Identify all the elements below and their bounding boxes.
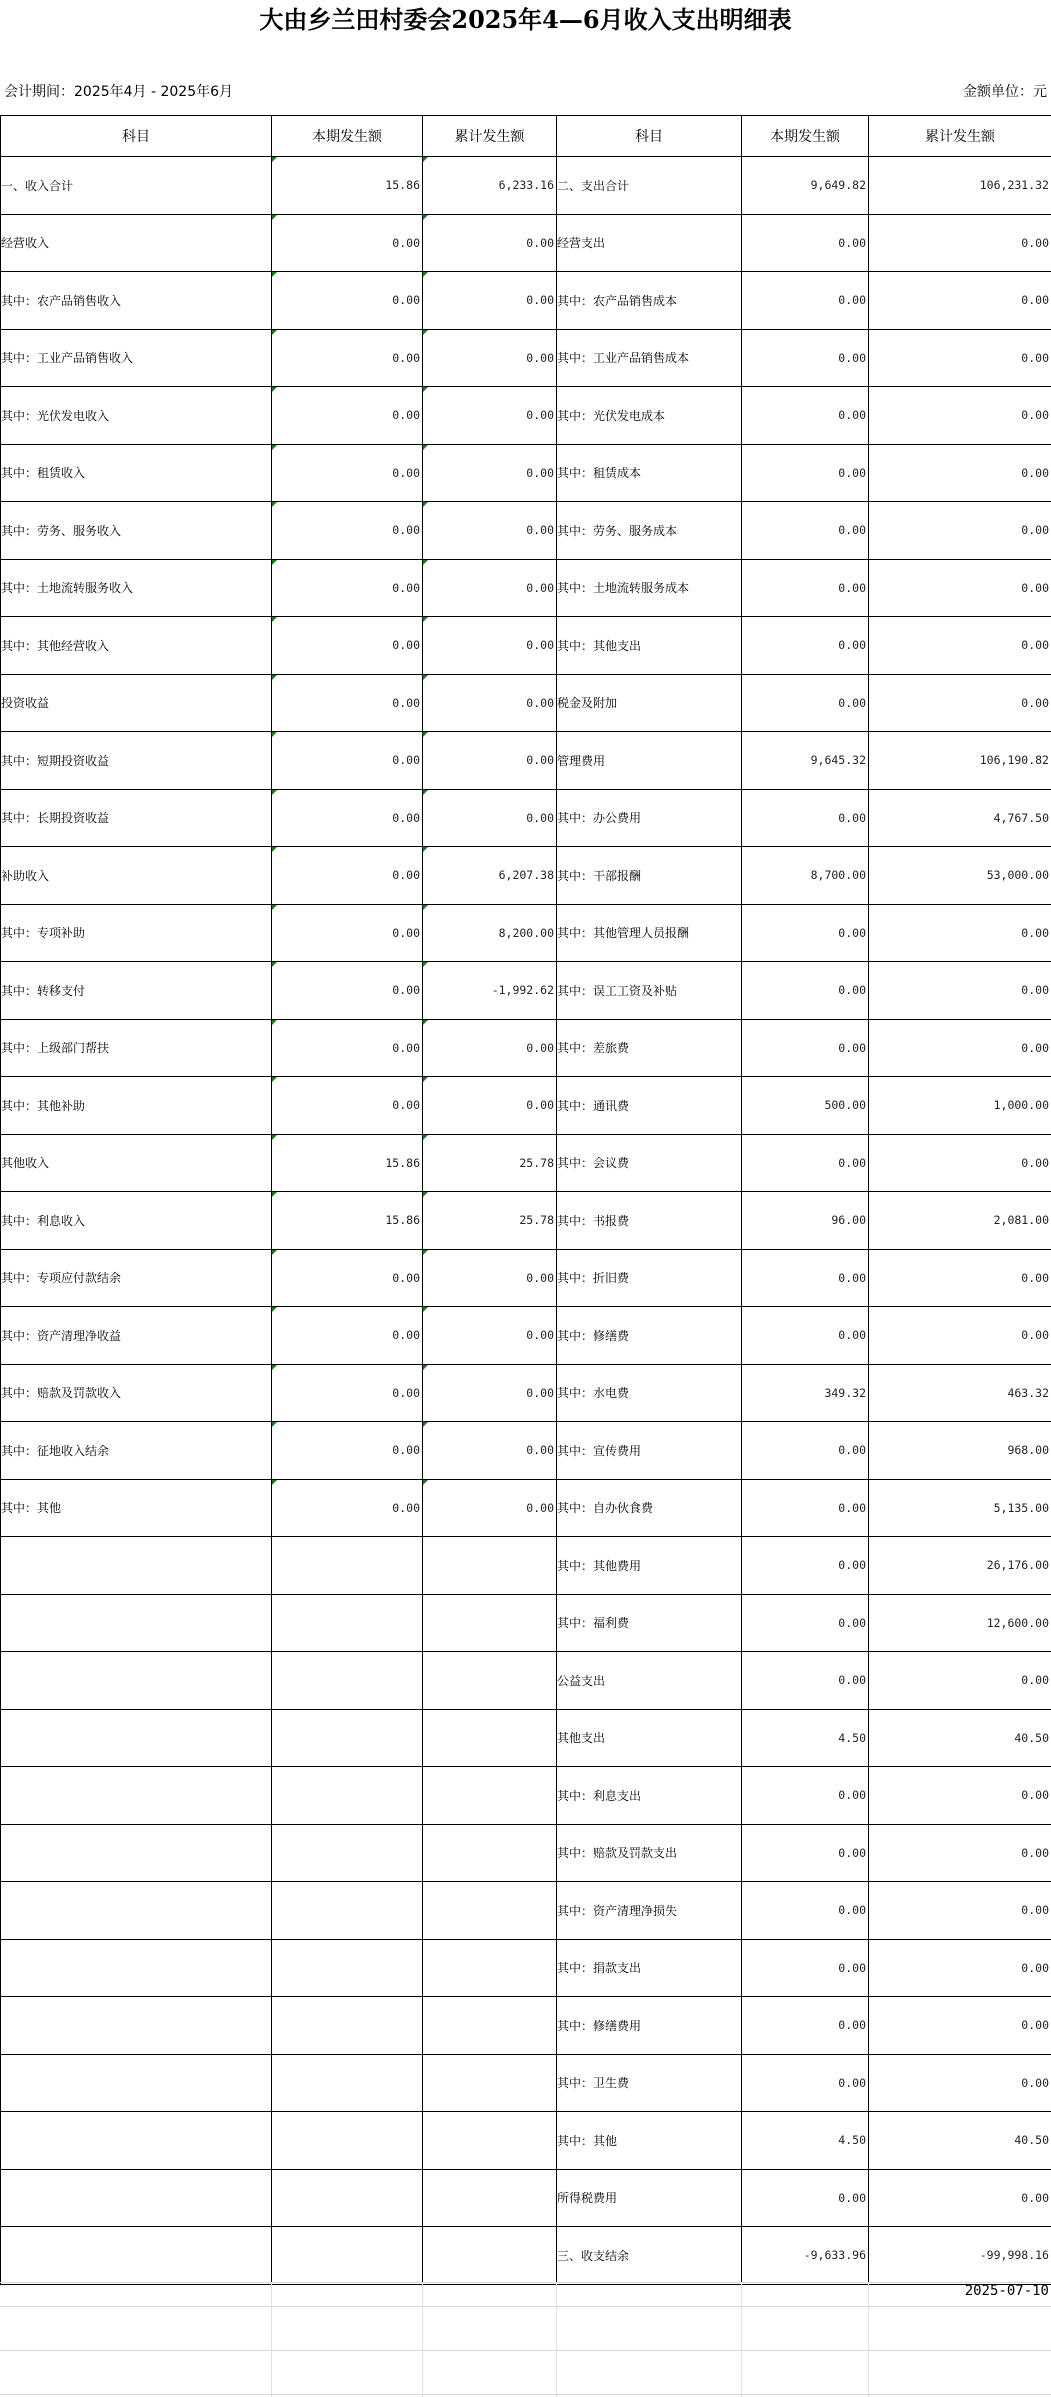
expense-cumulative-cell: 53,000.00 [869, 847, 1051, 905]
expense-current-cell: 500.00 [742, 1077, 869, 1135]
table-row [1, 1192, 1051, 1250]
expense-subject-cell: 其中：其他费用 [557, 1537, 742, 1595]
income-subject-cell [1, 1594, 272, 1652]
income-subject-cell: 其中：专项补助 [1, 904, 272, 962]
table-row [1, 789, 1051, 847]
income-cumulative-cell: 0.00 [423, 1249, 557, 1307]
income-subject-cell: 其中：上级部门帮扶 [1, 1019, 272, 1077]
footer-divider [0, 2306, 1051, 2307]
expense-current-cell: 0.00 [742, 1537, 869, 1595]
expense-subject-cell: 管理费用 [557, 732, 742, 790]
expense-current-cell: 0.00 [742, 2054, 869, 2112]
table-row [1, 272, 1051, 330]
income-cumulative-cell: 0.00 [423, 387, 557, 445]
expense-subject-cell: 其中：光伏发电成本 [557, 387, 742, 445]
income-cumulative-cell: 0.00 [423, 1307, 557, 1365]
table-row [1, 502, 1051, 560]
table-row [1, 1824, 1051, 1882]
income-current-cell: 0.00 [272, 559, 423, 617]
income-subject-cell: 投资收益 [1, 674, 272, 732]
expense-subject-cell: 其中：福利费 [557, 1594, 742, 1652]
expense-subject-cell: 其中：赔款及罚款支出 [557, 1824, 742, 1882]
income-subject-cell: 其中：其他经营收入 [1, 617, 272, 675]
expense-cumulative-cell: 106,190.82 [869, 732, 1051, 790]
expense-cumulative-cell: 26,176.00 [869, 1537, 1051, 1595]
table-row [1, 387, 1051, 445]
table-row [1, 904, 1051, 962]
income-cumulative-cell: 0.00 [423, 214, 557, 272]
income-current-cell [272, 2112, 423, 2170]
expense-current-cell: 0.00 [742, 617, 869, 675]
income-cumulative-cell: 0.00 [423, 559, 557, 617]
income-current-cell [272, 1709, 423, 1767]
expense-subject-cell: 其中：卫生费 [557, 2054, 742, 2112]
expense-current-cell: 96.00 [742, 1192, 869, 1250]
income-current-cell: 0.00 [272, 272, 423, 330]
income-current-cell: 0.00 [272, 1019, 423, 1077]
expense-current-cell: 0.00 [742, 1767, 869, 1825]
expense-cumulative-cell: 0.00 [869, 1307, 1051, 1365]
table-row [1, 847, 1051, 905]
expense-current-cell: 0.00 [742, 674, 869, 732]
expense-subject-cell: 其中：差旅费 [557, 1019, 742, 1077]
expense-subject-cell: 所得税费用 [557, 2169, 742, 2227]
expense-cumulative-cell: 0.00 [869, 444, 1051, 502]
income-current-cell: 15.86 [272, 1134, 423, 1192]
expense-current-cell: 0.00 [742, 1594, 869, 1652]
expense-subject-cell: 其中：书报费 [557, 1192, 742, 1250]
income-subject-cell [1, 2112, 272, 2170]
expense-cumulative-cell: 0.00 [869, 1249, 1051, 1307]
expense-current-cell: 0.00 [742, 1479, 869, 1537]
header-income-current: 本期发生额 [272, 116, 423, 157]
expense-subject-cell: 税金及附加 [557, 674, 742, 732]
income-current-cell: 0.00 [272, 214, 423, 272]
table-row [1, 2054, 1051, 2112]
income-subject-cell: 其中：专项应付款结余 [1, 1249, 272, 1307]
expense-current-cell: 4.50 [742, 2112, 869, 2170]
income-current-cell [272, 1882, 423, 1940]
income-cumulative-cell [423, 1594, 557, 1652]
income-current-cell: 0.00 [272, 387, 423, 445]
expense-current-cell: 0.00 [742, 962, 869, 1020]
income-subject-cell [1, 1767, 272, 1825]
expense-current-cell: 0.00 [742, 1134, 869, 1192]
expense-current-cell: 0.00 [742, 559, 869, 617]
income-subject-cell: 经营收入 [1, 214, 272, 272]
income-current-cell: 0.00 [272, 1249, 423, 1307]
table-body [1, 157, 1051, 2285]
income-cumulative-cell: 0.00 [423, 1077, 557, 1135]
expense-current-cell: 0.00 [742, 272, 869, 330]
expense-cumulative-cell: 0.00 [869, 2054, 1051, 2112]
expense-subject-cell: 其中：通讯费 [557, 1077, 742, 1135]
expense-cumulative-cell: 40.50 [869, 2112, 1051, 2170]
income-cumulative-cell: 6,207.38 [423, 847, 557, 905]
expense-subject-cell: 经营支出 [557, 214, 742, 272]
expense-cumulative-cell: 1,000.00 [869, 1077, 1051, 1135]
income-cumulative-cell [423, 1997, 557, 2055]
income-current-cell [272, 1767, 423, 1825]
expense-current-cell: 0.00 [742, 1824, 869, 1882]
table-row [1, 1479, 1051, 1537]
income-current-cell: 0.00 [272, 329, 423, 387]
income-subject-cell [1, 2227, 272, 2285]
income-current-cell [272, 1652, 423, 1710]
income-cumulative-cell: 0.00 [423, 444, 557, 502]
income-cumulative-cell: 0.00 [423, 617, 557, 675]
expense-cumulative-cell: 0.00 [869, 1019, 1051, 1077]
expense-current-cell: 0.00 [742, 1939, 869, 1997]
expense-subject-cell: 其中：其他 [557, 2112, 742, 2170]
expense-subject-cell: 其中：修缮费用 [557, 1997, 742, 2055]
table-row [1, 1364, 1051, 1422]
income-subject-cell: 其中：短期投资收益 [1, 732, 272, 790]
table-row [1, 617, 1051, 675]
expense-subject-cell: 其中：劳务、服务成本 [557, 502, 742, 560]
income-subject-cell: 补助收入 [1, 847, 272, 905]
income-current-cell [272, 1824, 423, 1882]
income-cumulative-cell: 25.78 [423, 1134, 557, 1192]
expense-cumulative-cell: 0.00 [869, 962, 1051, 1020]
table-row [1, 1249, 1051, 1307]
expense-current-cell: 349.32 [742, 1364, 869, 1422]
income-cumulative-cell: -1,992.62 [423, 962, 557, 1020]
header-expense-cumulative: 累计发生额 [869, 116, 1051, 157]
expense-subject-cell: 其中：干部报酬 [557, 847, 742, 905]
footer-divider [0, 2350, 1051, 2351]
expense-current-cell: 0.00 [742, 904, 869, 962]
table-row [1, 1134, 1051, 1192]
expense-cumulative-cell: 0.00 [869, 2169, 1051, 2227]
expense-subject-cell: 其中：误工工资及补贴 [557, 962, 742, 1020]
income-subject-cell: 其中：土地流转服务收入 [1, 559, 272, 617]
footer-divider [271, 2282, 272, 2397]
expense-current-cell: 0.00 [742, 1652, 869, 1710]
income-current-cell: 0.00 [272, 1077, 423, 1135]
income-subject-cell [1, 1537, 272, 1595]
expense-cumulative-cell: 0.00 [869, 1134, 1051, 1192]
income-subject-cell: 其中：光伏发电收入 [1, 387, 272, 445]
income-subject-cell: 其中：资产清理净收益 [1, 1307, 272, 1365]
expense-current-cell: 0.00 [742, 1882, 869, 1940]
expense-current-cell: 0.00 [742, 387, 869, 445]
table-row [1, 1997, 1051, 2055]
accounting-period: 会计期间：2025年4月 - 2025年6月 [4, 84, 234, 100]
expense-cumulative-cell: 0.00 [869, 329, 1051, 387]
expense-cumulative-cell: -99,998.16 [869, 2227, 1051, 2285]
income-current-cell: 0.00 [272, 904, 423, 962]
expense-subject-cell: 其中：农产品销售成本 [557, 272, 742, 330]
expense-subject-cell: 其中：资产清理净损失 [557, 1882, 742, 1940]
table-row [1, 329, 1051, 387]
table-row [1, 1767, 1051, 1825]
income-subject-cell [1, 1939, 272, 1997]
income-subject-cell: 其中：长期投资收益 [1, 789, 272, 847]
expense-subject-cell: 其中：租赁成本 [557, 444, 742, 502]
income-subject-cell [1, 1997, 272, 2055]
table-row [1, 1077, 1051, 1135]
income-current-cell: 0.00 [272, 1422, 423, 1480]
expense-subject-cell: 其中：利息支出 [557, 1767, 742, 1825]
expense-current-cell: 0.00 [742, 1249, 869, 1307]
income-subject-cell [1, 1652, 272, 1710]
expense-subject-cell: 其中：其他管理人员报酬 [557, 904, 742, 962]
expense-current-cell: 0.00 [742, 502, 869, 560]
income-current-cell: 0.00 [272, 732, 423, 790]
expense-current-cell: 0.00 [742, 1307, 869, 1365]
income-subject-cell: 其中：转移支付 [1, 962, 272, 1020]
income-subject-cell [1, 2054, 272, 2112]
footer-divider [741, 2282, 742, 2397]
footer-divider [868, 2282, 869, 2397]
income-cumulative-cell [423, 2054, 557, 2112]
expense-current-cell: 9,645.32 [742, 732, 869, 790]
expense-subject-cell: 其中：修缮费 [557, 1307, 742, 1365]
expense-cumulative-cell: 0.00 [869, 904, 1051, 962]
income-current-cell [272, 1537, 423, 1595]
income-subject-cell [1, 1709, 272, 1767]
income-subject-cell: 其中：其他 [1, 1479, 272, 1537]
table-row [1, 2169, 1051, 2227]
income-cumulative-cell: 0.00 [423, 732, 557, 790]
table-header-row [1, 116, 1051, 157]
expense-current-cell: 4.50 [742, 1709, 869, 1767]
table-row [1, 1709, 1051, 1767]
income-current-cell: 0.00 [272, 789, 423, 847]
expense-current-cell: 8,700.00 [742, 847, 869, 905]
expense-subject-cell: 其中：捐款支出 [557, 1939, 742, 1997]
table-row [1, 559, 1051, 617]
expense-subject-cell: 其中：工业产品销售成本 [557, 329, 742, 387]
footer-divider [556, 2282, 557, 2397]
income-cumulative-cell: 0.00 [423, 1479, 557, 1537]
income-subject-cell: 其中：利息收入 [1, 1192, 272, 1250]
expense-cumulative-cell: 0.00 [869, 1997, 1051, 2055]
expense-subject-cell: 其中：办公费用 [557, 789, 742, 847]
table-row [1, 1537, 1051, 1595]
income-expense-table [0, 115, 1051, 2285]
expense-current-cell: 0.00 [742, 1997, 869, 2055]
income-cumulative-cell [423, 1709, 557, 1767]
table-row [1, 214, 1051, 272]
income-subject-cell: 其中：工业产品销售收入 [1, 329, 272, 387]
income-current-cell: 0.00 [272, 617, 423, 675]
table-row [1, 444, 1051, 502]
income-current-cell: 15.86 [272, 157, 423, 215]
income-cumulative-cell: 0.00 [423, 329, 557, 387]
income-current-cell: 0.00 [272, 962, 423, 1020]
expense-subject-cell: 其中：土地流转服务成本 [557, 559, 742, 617]
table-row [1, 962, 1051, 1020]
expense-cumulative-cell: 0.00 [869, 1882, 1051, 1940]
income-current-cell: 0.00 [272, 847, 423, 905]
expense-subject-cell: 其中：折旧费 [557, 1249, 742, 1307]
table-row [1, 1882, 1051, 1940]
income-cumulative-cell: 0.00 [423, 1422, 557, 1480]
income-cumulative-cell [423, 1824, 557, 1882]
income-cumulative-cell: 0.00 [423, 789, 557, 847]
table-row [1, 2227, 1051, 2285]
income-current-cell [272, 1594, 423, 1652]
header-income-cumulative: 累计发生额 [423, 116, 557, 157]
expense-current-cell: 0.00 [742, 329, 869, 387]
expense-cumulative-cell: 40.50 [869, 1709, 1051, 1767]
expense-cumulative-cell: 4,767.50 [869, 789, 1051, 847]
expense-current-cell: 0.00 [742, 1019, 869, 1077]
expense-subject-cell: 其他支出 [557, 1709, 742, 1767]
income-cumulative-cell [423, 1939, 557, 1997]
table-row [1, 1019, 1051, 1077]
table-row [1, 1939, 1051, 1997]
table-row [1, 1422, 1051, 1480]
expense-cumulative-cell: 0.00 [869, 1767, 1051, 1825]
expense-cumulative-cell: 968.00 [869, 1422, 1051, 1480]
header-expense-current: 本期发生额 [742, 116, 869, 157]
income-cumulative-cell: 0.00 [423, 1364, 557, 1422]
income-cumulative-cell: 8,200.00 [423, 904, 557, 962]
income-cumulative-cell: 0.00 [423, 1019, 557, 1077]
table-row [1, 157, 1051, 215]
income-cumulative-cell [423, 1537, 557, 1595]
expense-cumulative-cell: 0.00 [869, 559, 1051, 617]
header-income-subject: 科目 [1, 116, 272, 157]
expense-cumulative-cell: 0.00 [869, 1939, 1051, 1997]
expense-subject-cell: 其中：水电费 [557, 1364, 742, 1422]
income-current-cell: 15.86 [272, 1192, 423, 1250]
expense-subject-cell: 其中：会议费 [557, 1134, 742, 1192]
table-row [1, 1307, 1051, 1365]
expense-cumulative-cell: 0.00 [869, 272, 1051, 330]
footer-divider [0, 2282, 1051, 2283]
income-cumulative-cell [423, 2227, 557, 2285]
expense-cumulative-cell: 0.00 [869, 502, 1051, 560]
income-cumulative-cell [423, 2112, 557, 2170]
expense-subject-cell: 三、收支结余 [557, 2227, 742, 2285]
table-row [1, 732, 1051, 790]
income-cumulative-cell: 0.00 [423, 272, 557, 330]
expense-cumulative-cell: 0.00 [869, 617, 1051, 675]
income-cumulative-cell: 25.78 [423, 1192, 557, 1250]
income-subject-cell: 其中：其他补助 [1, 1077, 272, 1135]
table-row [1, 674, 1051, 732]
expense-cumulative-cell: 106,231.32 [869, 157, 1051, 215]
income-subject-cell [1, 1882, 272, 1940]
income-subject-cell: 一、收入合计 [1, 157, 272, 215]
income-cumulative-cell [423, 2169, 557, 2227]
income-current-cell: 0.00 [272, 502, 423, 560]
table-row [1, 1652, 1051, 1710]
expense-cumulative-cell: 0.00 [869, 674, 1051, 732]
income-subject-cell: 其他收入 [1, 1134, 272, 1192]
expense-subject-cell: 二、支出合计 [557, 157, 742, 215]
report-date: 2025-07-10 [964, 2283, 1049, 2299]
income-subject-cell: 其中：租赁收入 [1, 444, 272, 502]
expense-cumulative-cell: 5,135.00 [869, 1479, 1051, 1537]
income-current-cell: 0.00 [272, 444, 423, 502]
expense-current-cell: -9,633.96 [742, 2227, 869, 2285]
income-cumulative-cell: 0.00 [423, 502, 557, 560]
income-cumulative-cell [423, 1767, 557, 1825]
expense-subject-cell: 其中：自办伙食费 [557, 1479, 742, 1537]
expense-cumulative-cell: 2,081.00 [869, 1192, 1051, 1250]
income-current-cell: 0.00 [272, 1479, 423, 1537]
expense-cumulative-cell: 463.32 [869, 1364, 1051, 1422]
footer-divider [0, 2394, 1051, 2395]
expense-current-cell: 0.00 [742, 2169, 869, 2227]
expense-current-cell: 0.00 [742, 444, 869, 502]
income-cumulative-cell [423, 1882, 557, 1940]
income-subject-cell: 其中：赔款及罚款收入 [1, 1364, 272, 1422]
table-row [1, 1594, 1051, 1652]
income-current-cell: 0.00 [272, 1307, 423, 1365]
header-expense-subject: 科目 [557, 116, 742, 157]
income-current-cell: 0.00 [272, 674, 423, 732]
income-current-cell [272, 2054, 423, 2112]
expense-cumulative-cell: 0.00 [869, 387, 1051, 445]
income-current-cell: 0.00 [272, 1364, 423, 1422]
expense-cumulative-cell: 12,600.00 [869, 1594, 1051, 1652]
income-cumulative-cell [423, 1652, 557, 1710]
income-current-cell [272, 2169, 423, 2227]
income-subject-cell: 其中：农产品销售收入 [1, 272, 272, 330]
footer-divider [422, 2282, 423, 2397]
income-subject-cell: 其中：劳务、服务收入 [1, 502, 272, 560]
expense-current-cell: 0.00 [742, 214, 869, 272]
income-current-cell [272, 2227, 423, 2285]
expense-current-cell: 9,649.82 [742, 157, 869, 215]
income-cumulative-cell: 6,233.16 [423, 157, 557, 215]
expense-current-cell: 0.00 [742, 1422, 869, 1480]
income-cumulative-cell: 0.00 [423, 674, 557, 732]
expense-subject-cell: 其中：宣传费用 [557, 1422, 742, 1480]
income-subject-cell [1, 2169, 272, 2227]
income-subject-cell [1, 1824, 272, 1882]
expense-cumulative-cell: 0.00 [869, 1824, 1051, 1882]
report-title: 大由乡兰田村委会2025年4—6月收入支出明细表 [259, 5, 792, 34]
expense-subject-cell: 公益支出 [557, 1652, 742, 1710]
expense-subject-cell: 其中：其他支出 [557, 617, 742, 675]
table-row [1, 2112, 1051, 2170]
income-subject-cell: 其中：征地收入结余 [1, 1422, 272, 1480]
amount-unit: 金额单位：元 [963, 84, 1047, 100]
income-current-cell [272, 1939, 423, 1997]
expense-cumulative-cell: 0.00 [869, 1652, 1051, 1710]
expense-current-cell: 0.00 [742, 789, 869, 847]
income-current-cell [272, 1997, 423, 2055]
expense-cumulative-cell: 0.00 [869, 214, 1051, 272]
